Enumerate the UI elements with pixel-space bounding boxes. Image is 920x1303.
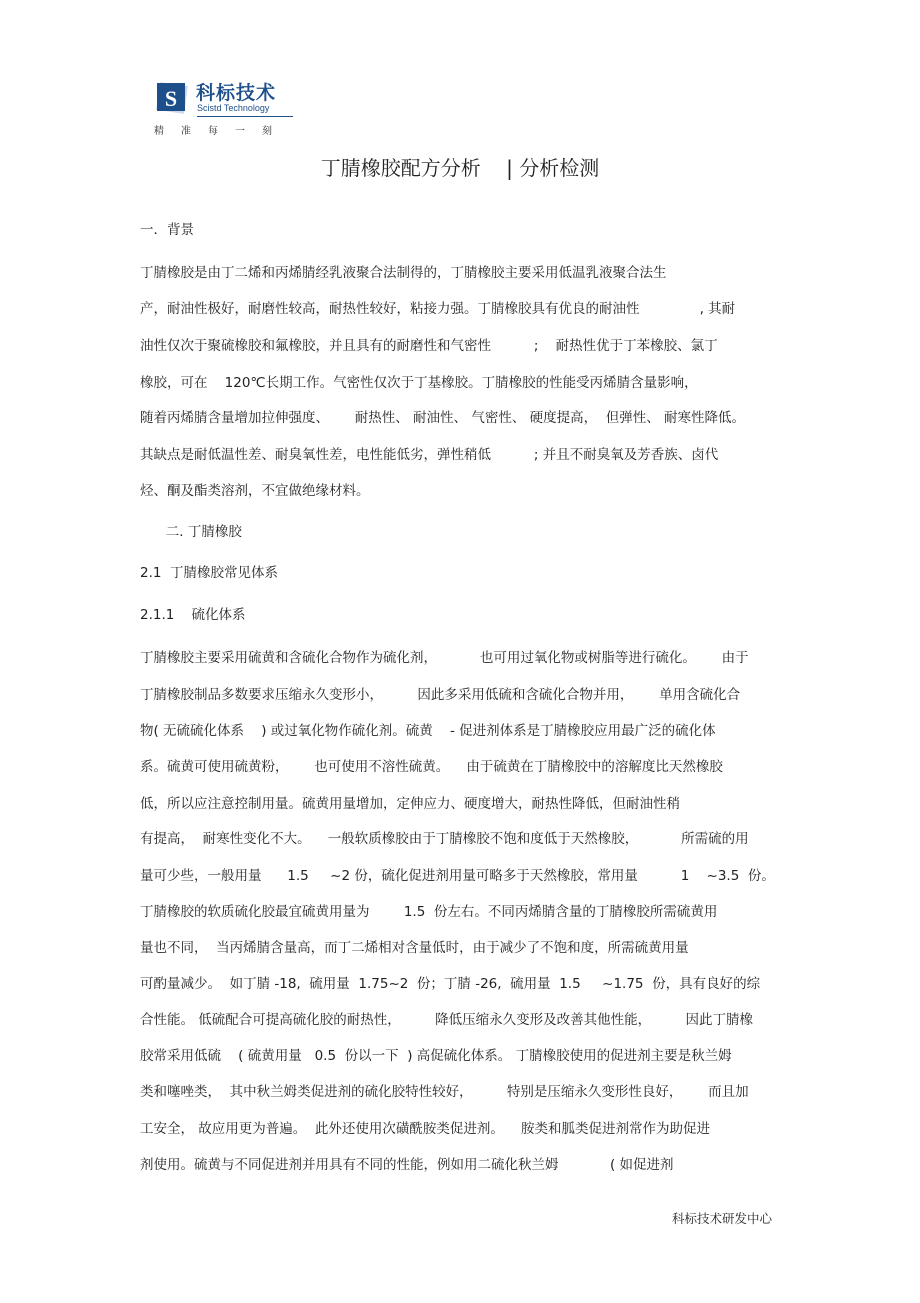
logo-mark-letter: S	[164, 86, 178, 111]
logo-brand-en: Scistd Technology	[197, 103, 270, 113]
logo-divider	[197, 116, 293, 117]
paragraph-line: 胶常采用低硫 ( 硫黄用量 0.5 份以一下 ) 高促硫化体系。 丁腈橡胶使用的促进剂主要是秋兰姆	[140, 1048, 732, 1064]
subsubsection-heading: 2.1.1 硫化体系	[140, 607, 246, 623]
paragraph-line: 随着丙烯腈含量增加拉伸强度、 耐热性、 耐油性、 气密性、 硬度提高， 但弹性、 耐寒性降低。	[140, 410, 745, 426]
paragraph-line: 丁腈橡胶的软质硫化胶最宜硫黄用量为 1.5 份左右。不同丙烯腈含量的丁腈橡胶所需硫黄用	[140, 904, 718, 920]
logo-mark-icon	[152, 78, 192, 118]
section-heading-background: 一．背景	[140, 222, 194, 238]
paragraph-line: 可酌量减少。 如丁腈 -18, 硫用量 1.75~2 份；丁腈 -26, 硫用量 1.5 ~1.75 份，具有良好的综	[140, 976, 761, 992]
paragraph-line: 其缺点是耐低温性差、耐臭氧性差，电性能低劣，弹性稍低 ; 并且不耐臭氧及芳香族、卤代	[140, 447, 719, 463]
paragraph-line: 丁腈橡胶制品多数要求压缩永久变形小， 因此多采用低硫和含硫化合物并用， 单用含硫化合	[140, 687, 741, 703]
paragraph-line: 剂使用。硫黄与不同促进剂并用具有不同的性能，例如用二硫化秋兰姆 ( 如促进剂	[140, 1157, 674, 1173]
section-heading-nbr: 二. 丁腈橡胶	[140, 524, 242, 540]
paragraph-line: 量也不同， 当丙烯腈含量高，而丁二烯相对含量低时，由于减少了不饱和度，所需硫黄用量	[140, 940, 689, 956]
paragraph-line: 类和噻唑类， 其中秋兰姆类促进剂的硫化胶特性较好， 特别是压缩永久变形性良好， 而且加	[140, 1084, 749, 1100]
paragraph-line: 产，耐油性极好，耐磨性较高，耐热性较好，粘接力强。丁腈橡胶具有优良的耐油性 , 其耐	[140, 301, 736, 317]
paragraph-line: 合性能。 低硫配合可提高硫化胶的耐热性， 降低压缩永久变形及改善其他性能， 因此丁腈橡	[140, 1012, 753, 1028]
logo-slogan: 精准每一刻	[154, 126, 289, 137]
page-footer: 科标技术研发中心	[672, 1211, 773, 1226]
paragraph-line: 丁腈橡胶是由丁二烯和丙烯腈经乳液聚合法制得的，丁腈橡胶主要采用低温乳液聚合法生	[140, 265, 667, 281]
paragraph-line: 橡胶，可在 120℃长期工作。气密性仅次于丁基橡胶。丁腈橡胶的性能受丙烯腈含量影响，	[140, 375, 698, 391]
subsection-heading: 2.1 丁腈橡胶常见体系	[140, 565, 279, 581]
paragraph-line: 油性仅次于聚硫橡胶和氟橡胶，并且具有的耐磨性和气密性 ; 耐热性优于丁苯橡胶、氯丁	[140, 338, 718, 354]
paragraph-line: 量可少些，一般用量 1.5 ~2 份，硫化促进剂用量可略多于天然橡胶，常用量 1 ~3.5 份。	[140, 868, 775, 884]
document-title: 丁腈橡胶配方分析 | 分析检测	[320, 156, 600, 180]
paragraph-line: 有提高， 耐寒性变化不大。 一般软质橡胶由于丁腈橡胶不饱和度低于天然橡胶， 所需硫的用	[140, 831, 749, 847]
paragraph-line: 物( 无硫硫化体系 ) 或过氧化物作硫化剂。硫黄 - 促进剂体系是丁腈橡胶应用最广泛的硫化体	[140, 723, 716, 739]
logo-brand-cn: 科标技术	[196, 82, 277, 104]
paragraph-line: 低，所以应注意控制用量。硫黄用量增加，定伸应力、硬度增大，耐热性降低，但耐油性稍	[140, 796, 680, 812]
paragraph-line: 丁腈橡胶主要采用硫黄和含硫化合物作为硫化剂， 也可用过氧化物或树脂等进行硫化。 由于	[140, 650, 749, 666]
paragraph-line: 烃、酮及酯类溶剂，不宜做绝缘材料。	[140, 483, 370, 499]
paragraph-line: 工安全， 故应用更为普遍。 此外还使用次磺酰胺类促进剂。 胺类和胍类促进剂常作为助促进	[140, 1121, 711, 1137]
company-logo	[150, 72, 310, 142]
paragraph-line: 系。硫黄可使用硫黄粉， 也可使用不溶性硫黄。 由于硫黄在丁腈橡胶中的溶解度比天然橡胶	[140, 759, 723, 775]
